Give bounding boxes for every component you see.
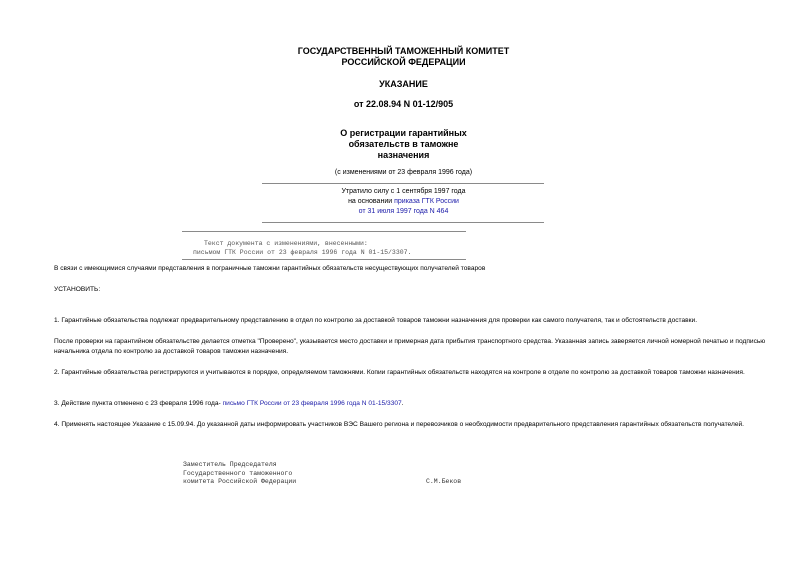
signature-title-line3: комитета Российской Федерации [183,478,297,485]
note-top-rule [182,231,466,232]
letter-link[interactable]: письмо ГТК России от 23 февраля 1996 года N 01-15/3307 [222,400,402,407]
paragraph-3-prefix: 3. Действие пункта отменено с 23 февраля 1996 года- [54,400,223,407]
intro-paragraph: В связи с имеющимися случаями представления в пограничные таможни гарантийных обязательств несуществующих получателей товаров [54,265,486,272]
document-number: от 22.08.94 N 01-12/905 [353,99,454,109]
note-bottom-rule [182,259,466,260]
note-letter-link[interactable]: письмом ГТК России от 23 февраля 1996 года N 01-15/3307. [193,249,412,256]
signature-title-line2: Государственного таможенного [183,469,293,477]
status-line1: Утратило силу с 1 сентября 1997 года [341,188,466,195]
document-type: УКАЗАНИЕ [379,79,428,89]
status-bottom-rule [262,222,544,223]
amendments-note: (с изменениями от 23 февраля 1996 года) [334,169,473,176]
order-date-link[interactable]: от 31 июля 1997 года N 464 [358,208,449,215]
paragraph-1-continued: После проверки на гарантийном обязательстве делается отметка "Проверено", указывается место доставки и примерная дата прибытия транспортного средства. Указанная запись заверяется личной номерной печатью и подписью начальника отдела по контролю за доставкой товаров таможни назначения. [54,338,766,355]
document-title-line3: назначения [377,150,430,160]
document-title-line2: обязательств в таможне [348,139,459,149]
order-link[interactable]: приказа ГТК России [394,198,459,205]
status-line2 [0,197,807,207]
note-line1: Текст документа с изменениями, внесенными: [204,240,368,247]
signatory-name: С.М.Беков [426,478,462,485]
paragraph-1: 1. Гарантийные обязательства подлежат предварительному представлению в отдел по контролю за доставкой товаров таможни назначения для проверки как самого получателя, так и обстоятельств доставки. [54,317,698,324]
establish-heading: УСТАНОВИТЬ: [54,286,101,293]
signature-title-line1: Заместитель Председателя [183,461,277,468]
status-top-rule [262,183,544,184]
paragraph-4: 4. Применять настоящее Указание с 15.09.94. До указанной даты информировать участников ВЭС Вашего региона и перевозчиков о необходимости предварительного представления гарантийных обязательств получателей. [54,421,745,428]
paragraph-3 [54,399,770,409]
document-title-line1: О регистрации гарантийных [340,128,467,138]
org-name-line1: ГОСУДАРСТВЕННЫЙ ТАМОЖЕННЫЙ КОМИТЕТ [297,46,510,56]
status-line2-prefix: на основании [348,198,395,205]
paragraph-3-suffix: . [401,400,404,407]
paragraph-2: 2. Гарантийные обязательства регистрируются и учитываются в порядке, определяемом таможнями. Копии гарантийных обязательств находятся на контроле в отделе по контролю за доставкой товаров таможни назначения. [54,369,745,376]
org-name-line2: РОССИЙСКОЙ ФЕДЕРАЦИИ [341,57,466,67]
